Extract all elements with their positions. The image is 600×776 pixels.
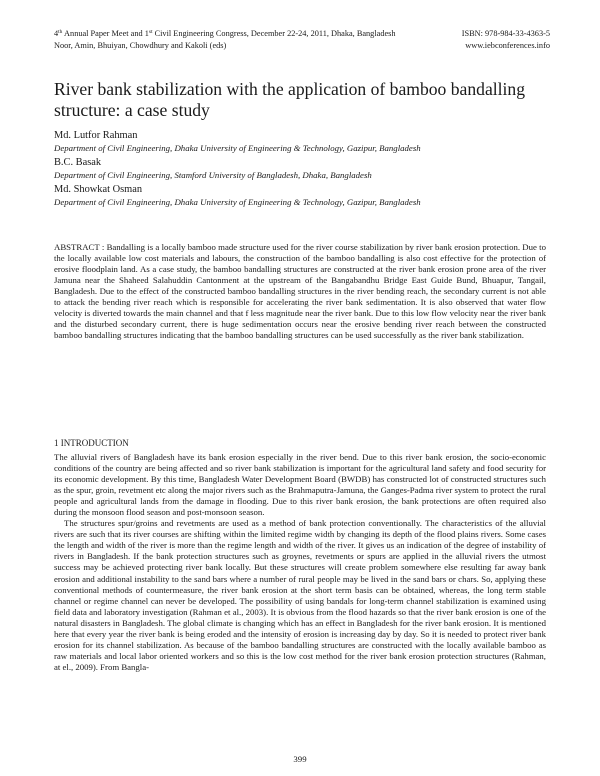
editors: Noor, Amin, Bhuiyan, Chowdhury and Kakoli (eds) xyxy=(54,41,227,50)
editors-line xyxy=(54,40,550,51)
website-link[interactable]: www.iebconferences.info xyxy=(465,41,550,50)
paper-title: River bank stabilization with the application of bamboo bandalling structure: a case study xyxy=(54,79,526,120)
paragraph: The alluvial rivers of Bangladesh have its bank erosion especially in the river bend. Due to this river bank erosion, the socio-economic conditions of the country are being affected and so river bank stabilization is important for the agricultural land safety and food security for its economic development. By this time, Bangladesh Water Development Board (BWDB) has constructed lot of constructed structures such as the spur, groin, revetment etc along the major rivers such as the Brahmaputra-Jamuna, the Ganges-Padma river system to protect the rural people and agricultural lands from the damage in flooding. Due to this river bank erosion, the bank protections are often required also during the monsoon flood season and post-monsoon season. xyxy=(54,452,546,518)
isbn: ISBN: 978-984-33-4363-5 xyxy=(461,29,550,38)
body-text xyxy=(54,452,546,673)
author-name: Md. Showkat Osman xyxy=(54,184,143,195)
author-name: Md. Lutfor Rahman xyxy=(54,130,138,141)
conference-info: 4th Annual Paper Meet and 1st Civil Engineering Congress, December 22-24, 2011, Dhaka, Bangladesh xyxy=(54,29,396,38)
author-name: B.C. Basak xyxy=(54,157,102,168)
conference-header xyxy=(54,28,550,39)
paragraph: The structures spur/groins and revetments are used as a method of bank protection conventionally. The characteristics of the alluvial rivers are such that its river courses are shifting within the limited regime width by changing its depth of the flood plains rivers. Some cases the length and width of the river is more than the regime length and width of the river. It gives us an indication of the degree of instability of rivers in Bangladesh. If the bank protection structures such as groynes, revetments or spurs are applied in the alluvial rivers the utmost success may be achieved protecting river bank locally. But these structures will create problem somewhere else resulting far away bank erosion and additional instability to the sand bars where a number of rural people may be lived in the sand bars or chars. So, applying these conventional methods of countermeasure, the river bank erosion at the short term basis can be obtained, whereas, the long term stable channel or regime channel can never be developed. The possibility of using bandals for long-term channel stabilization is examined using field data and laboratory investigation (Rahman et al., 2003). It is obvious from the flood hazards so that the river bank erosion is one of the natural disasters in Bangladesh. The global climate is changing which has an effect in Bangladesh for the river bank erosion. It is mentioned here that every year the river bank is being eroded and the intensity of erosion is increasing day by day. So it is needed to protect river bank erosion for its channel stabilization. As because of the bamboo bandalling structures are constructed with the locally available bamboo as raw materials and local labor oriented workers and so this is the low cost method for the river bank erosion protection structures (Rahman, at el., 2009). From Bangla- xyxy=(54,518,546,672)
author-affiliation: Department of Civil Engineering, Stamford University of Bangladesh, Dhaka, Bangladesh xyxy=(54,170,372,180)
section-heading: 1 INTRODUCTION xyxy=(54,438,129,448)
author-affiliation: Department of Civil Engineering, Dhaka University of Engineering & Technology, Gazipur, Bangladesh xyxy=(54,197,421,207)
abstract: ABSTRACT : Bandalling is a locally bamboo made structure used for the river course stabilization by river bank erosion protection. Due to the locally available low cost materials and labours, the construction of the bamboo bandalling is also cost effective for the protection of erosive floodplain land. As a case study, the bamboo bandalling structures are constructed at the river bank erosion prone area of the river Jamuna near the Shaheed Salahuddin Cantonment at the upstream of the Bangabandhu Bridge East Guide Bund, Bhuapur, Tangail, Bangladesh. Due to the effect of the constructed bamboo bandalling structures in the river bending reach, the secondary current is not able to attack the bending river reach which is responsible for accelerating the river bank sedimentation. It is also observed that water flow velocity is diverted towards the main channel and that f less magnitude near the river bank. Due to this low flow velocity near the river bank and the disturbed secondary current, there is huge sedimentation occurs near the erosive bending river reach between the constructed bamboo bandalling structures indicating that the bamboo bandalling structures can be used successfully as the river bank stabilization. xyxy=(54,242,546,341)
author-affiliation: Department of Civil Engineering, Dhaka University of Engineering & Technology, Gazipur, Bangladesh xyxy=(54,143,421,153)
page-number: 399 xyxy=(293,754,307,764)
